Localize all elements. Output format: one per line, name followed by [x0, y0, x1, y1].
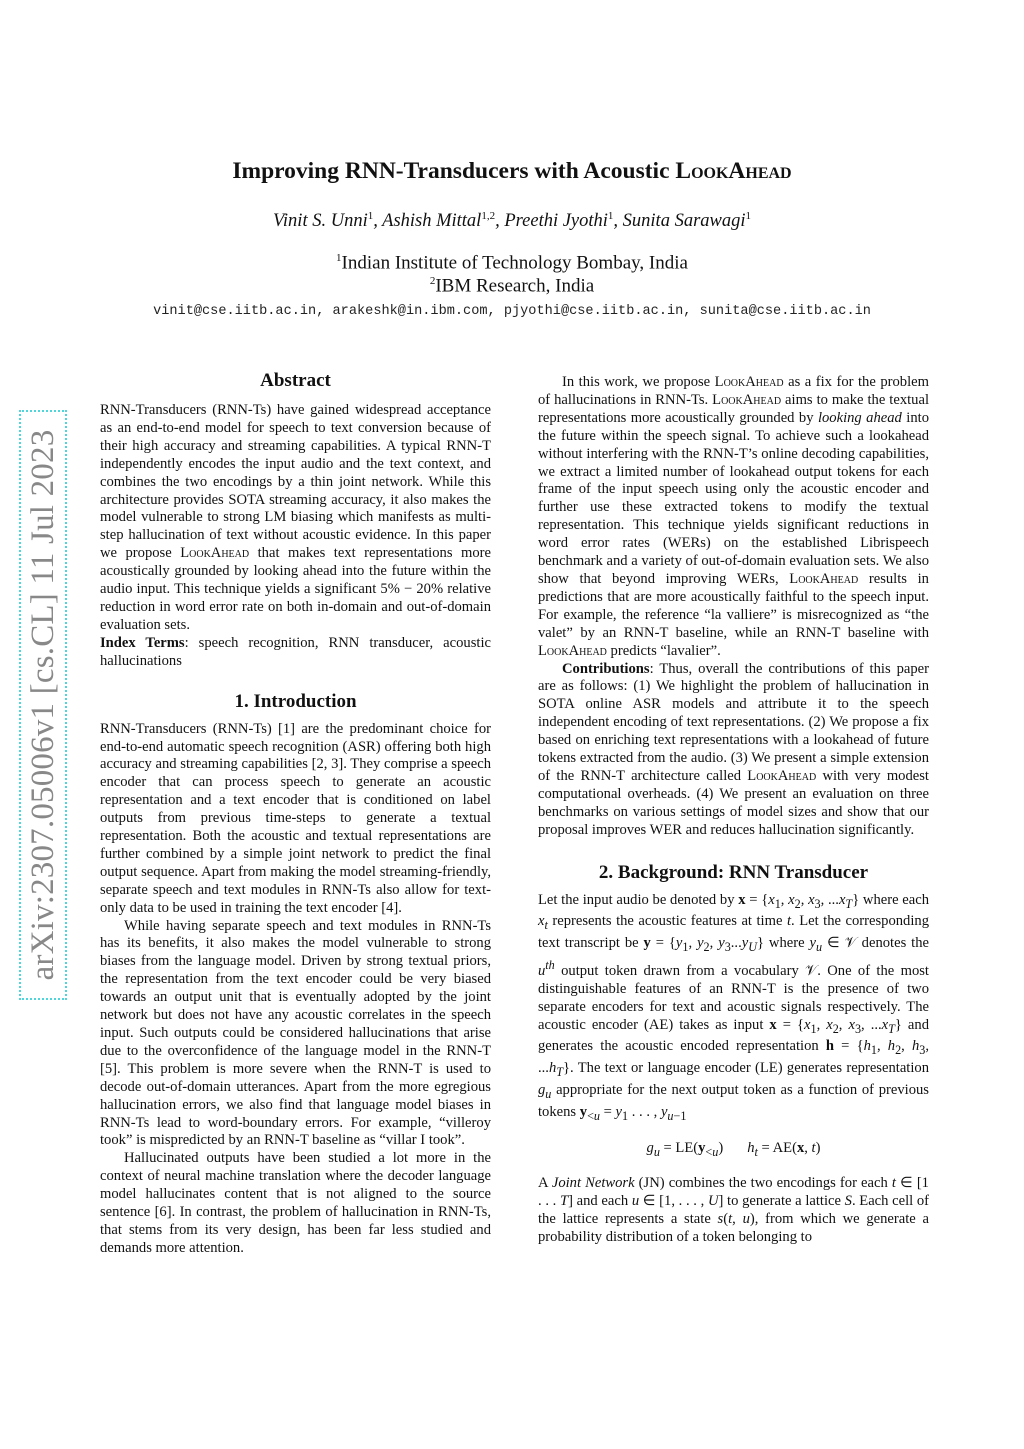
- abstract-text-part: RNN-Transducers (RNN-Ts) have gained widespread acceptance as an end-to-end model for speech to text conversion because of their high accuracy and streaming capabilities. A typical RNN-T independently encodes the input audio and the text context, and combines the two encodings by a thin joint network. While this architecture provides SOTA streaming accuracy, it also makes the model vulnerable to strong LM biasing which manifests as multi-step hallucination of text without acoustic evidence. In this paper we propose: [100, 402, 491, 562]
- affiliation-text: IBM Research, India: [435, 275, 595, 297]
- abstract-text-part: that makes text representations more acoustically grounded by looking ahead into the future within the audio input. This technique yields a significant 5% − 20% relative reduction in word error rate on both in-domain and out-of-domain evaluation sets.: [100, 545, 491, 633]
- index-terms-text: : speech recognition, RNN transducer, acoustic hallucinations: [100, 634, 491, 669]
- affiliation-number: 2: [429, 275, 436, 287]
- lookahead-term: LookAhead: [538, 642, 607, 659]
- left-column: [100, 370, 491, 1258]
- lookahead-term: LookAhead: [714, 374, 784, 390]
- right-column: [538, 374, 929, 1247]
- affiliation-text: Indian Institute of Technology Bombay, India: [341, 252, 688, 274]
- author-affiliation: 1: [745, 210, 752, 222]
- lookahead-term: LookAhead: [712, 391, 782, 408]
- intro-paragraph-1: RNN-Transducers (RNN-Ts) [1] are the predominant choice for end-to-end automatic speech recognition (ASR) offering both high accuracy and streaming capabilities [2, 3]. They comprise a speech encoder that can process speech to generate an acoustic representation and a text encoder that is conditioned on label outputs from previous time-steps to generate a textual representation. Both the acoustic and textual representations are further combined by a simple joint network to predict the final output sequence. Apart from making the model streaming-friendly, separate speech and text modules in RNN-Ts also allow for text-only data to be used in training the text encoder [4].: [100, 720, 491, 916]
- author-name: Ashish Mittal: [382, 211, 482, 232]
- text-run: : Thus, overall the contributions of this paper are as follows: (1) We highlight the problem of hallucination in SOTA online ASR models and attribute it to the speech independent encoding of text representations. (2) We propose a fix based on enriching text representations with a lookahead of future tokens extracted from the audio. (3) We present a simple extension of the RNN-T architecture called: [538, 660, 929, 784]
- abstract-text: [100, 402, 491, 635]
- introduction-heading: 1. Introduction: [234, 690, 357, 712]
- affiliation-2: [0, 275, 1024, 297]
- author-affiliation: 1,2: [481, 210, 496, 222]
- abstract-heading: Abstract: [260, 370, 331, 391]
- text-run: predicts “lavalier”.: [606, 642, 721, 659]
- contributions-label: Contributions: [562, 660, 650, 677]
- text-run: results in predictions that are more acoustically faithful to the speech input. For example, the reference “la valliere” is misrecognized as “the valet” by an RNN-T baseline, while an RNN-T baseline with: [538, 570, 929, 641]
- text-run: into the future within the speech signal. To achieve such a lookahead without interfering with the RNN-T’s online decoding capabilities, we extract a limited number of lookahead output tokens for each frame of the input speech using only the acoustic encoder and further use these extracted tokens to modify the textual representation. This technique yields significant reductions in word error rates (WERs) on the established Librispeech benchmark and a variety of out-of-domain evaluation sets. We also show that beyond improving WERs,: [538, 409, 929, 587]
- intro-paragraph-2: While having separate speech and text modules in RNN-Ts has its benefits, it also makes the model vulnerable to strong biases from the language model. Driven by strong textual priors, the representation from the text encoder could be very biased towards an output unit that is eventually adopted by the joint network but does not have any acoustic correlates in the speech input. Such outputs could be considered hallucinations that arise due to the overconfidence of the language model in the RNN-T [5]. This problem is more severe when the RNN-T is used to decode out-of-domain utterances. Apart from the more egregious hallucination errors, we also find that language model biases in RNN-Ts lead to word-boundary errors. For example, “villeroy took” is mispredicted by an RNN-T baseline as “villar I took”.: [100, 917, 491, 1149]
- emphasis-text: looking ahead: [817, 409, 902, 426]
- text-run: In this work, we propose: [562, 374, 715, 390]
- paper-title: [0, 158, 1024, 185]
- affiliation-1: [0, 252, 1024, 274]
- title-lookahead: LookAhead: [675, 158, 792, 184]
- abstract-lookahead: LookAhead: [180, 545, 250, 562]
- text-run: as a fix for the problem of hallucinations in RNN-Ts.: [538, 374, 929, 408]
- author-name: Sunita Sarawagi: [622, 211, 746, 232]
- author-name: Preethi Jyothi: [504, 211, 608, 232]
- joint-network-term: Joint Network: [551, 1175, 635, 1192]
- author-affiliation: 1: [607, 210, 614, 222]
- right-paragraph-1: [538, 374, 929, 661]
- background-heading: 2. Background: RNN Transducer: [598, 861, 869, 883]
- author-name: Vinit S. Unni: [272, 211, 368, 232]
- title-text: Improving RNN-Transducers with Acoustic: [232, 158, 676, 184]
- author-affiliation: 1: [367, 210, 374, 222]
- equation-encoders: $g_u = LE(y_{<u}) h_t = AE(x$, t): [646, 1139, 821, 1159]
- author-emails: vinit@cse.iitb.ac.in, arakeshk@in.ibm.com, pjyothi@cse.iitb.ac.in, sunita@cse.iitb.ac.in: [153, 304, 871, 319]
- arxiv-identifier-stamp: arXiv:2307.05006v1 [cs.CL] 11 Jul 2023: [19, 410, 67, 1000]
- author-list: Vinit S. Unni$^1$, Ashish Mittal$^{1,2}$, Preethi Jyothi$^1$, Sunita Sarawagi$^1$: [272, 210, 752, 232]
- intro-paragraph-3: Hallucinated outputs have been studied a lot more in the context of neural machine translation where the decoder language model hallucinates content that is not aligned to the source sentence [6]. In contrast, the problem of hallucination in RNN-Ts, that stems from its very design, has been far less studied and demands more attention.: [100, 1150, 491, 1256]
- affiliation-number: 1: [336, 252, 342, 264]
- index-terms-label: Index Terms: [100, 634, 185, 651]
- background-paragraph-2: A Joint Network (JN) combines the two encodings for each t ∈ [1 . . . T] and each u ∈ [1, . . . , U] to generate a lattice S. Each cell of the lattice represents a state s(t, u), from which we generate a probability distribution of a token belonging to: [538, 1175, 930, 1246]
- text-run: aims to make the textual representations more acoustically grounded by: [538, 391, 929, 426]
- index-terms: [100, 635, 491, 671]
- background-paragraph-1: Let the input audio be denoted by $x = \{x_1$, $x_2$, $x_3$, $...x_T$} where each $x_t$ represents the acoustic features at time t. Let the corresponding text transcript be $y = \{y_1$, $y_2$, $y_3...y_U$} where $y_u$ ∈ 𝒱 denotes the $u^{th}$ output token drawn from a vocabulary 𝒱. One of the most distinguishable features of an RNN-T is the presence of two separate encoders for text and acoustic signals respectively. The acoustic encoder (AE) takes as input $x = \{x_1$, $x_2$, $x_3$, $...x_T$} and generates the acoustic encoded representation $h = \{h_1$, $h_2$, $h_3$, $...h_T$}. The text or language encoder (LE) generates representation $g_u$ appropriate for the next output token as a function of previous tokens $y_{<u} = y_1$ . . . , $y_{u-1}$: [538, 891, 930, 1123]
- text-run: with very modest computational overheads. (4) We present an evaluation on three benchmarks on various settings of model sizes and show that our proposal improves WER and reduces hallucination significantly.: [538, 767, 929, 838]
- lookahead-term: LookAhead: [789, 570, 859, 587]
- lookahead-term: LookAhead: [747, 767, 817, 784]
- contributions-paragraph: [538, 661, 929, 840]
